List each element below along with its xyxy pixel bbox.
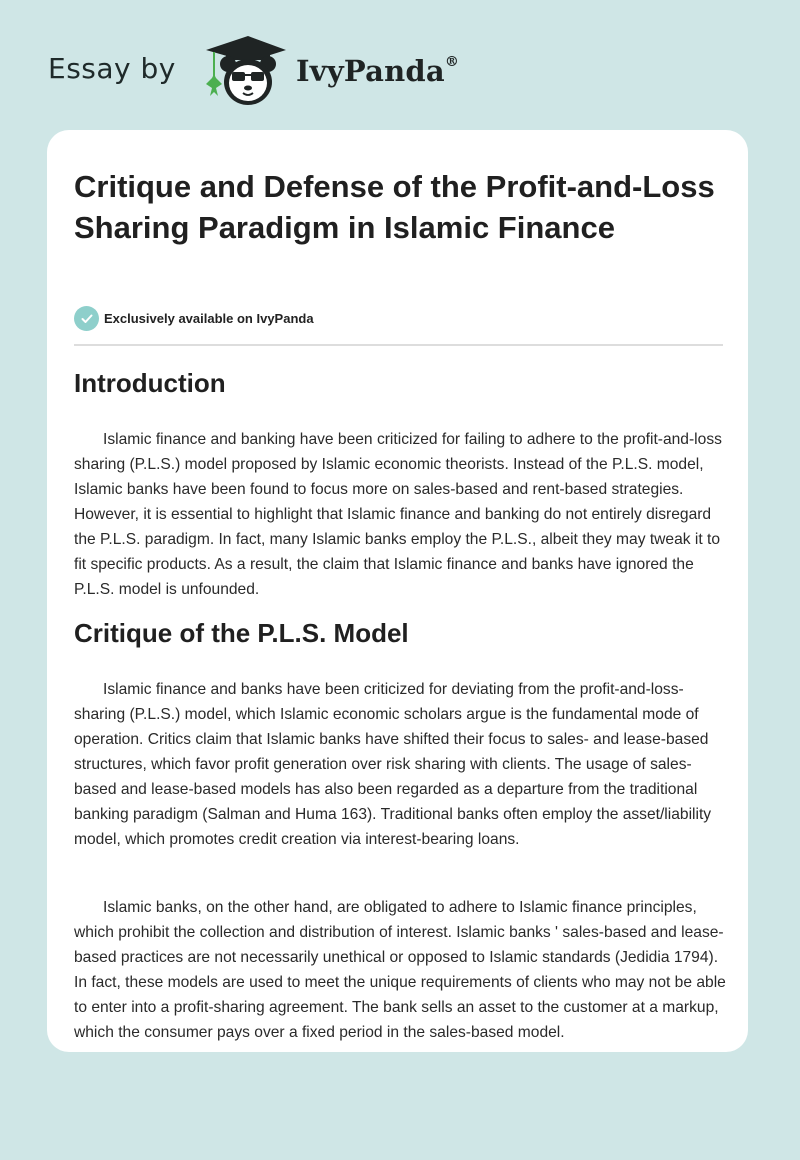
paragraph: Islamic banks, on the other hand, are obligated to adhere to Islamic finance principles, which prohibit the collection and distribution of interest. Islamic banks ' sales-based and lease-based practices are not necessarily unethical or opposed to Islamic standards (Jedidia 1794). In fact, these models are used to meet the unique requirements of clients who may not be able to enter into a profit-sharing agreement. The bank sells an asset to the customer at a markup, which the consumer pays over a fixed period in the sales-based model. xyxy=(74,899,726,1041)
section-heading-introduction: Introduction xyxy=(74,368,226,398)
page-title: Critique and Defense of the Profit-and-Loss Sharing Paradigm in Islamic Finance xyxy=(74,169,715,245)
badge-text: Exclusively available on IvyPanda xyxy=(104,311,314,326)
site-header xyxy=(0,0,800,130)
registered-mark: ® xyxy=(444,54,460,71)
paragraph: Islamic finance and banking have been criticized for failing to adhere to the profit-and-loss sharing (P.L.S.) model proposed by Islamic economic theorists. Instead of the P.L.S. model, Islamic banks have been found to focus more on sales-based and rent-based strategies. However, it is essential to highlight that Islamic finance and banking do not entirely disregard the P.L.S. paradigm. In fact, many Islamic banks employ the P.L.S., albeit they may tweak it to fit specific products. As a result, the claim that Islamic finance and banks have ignored the P.L.S. model is unfounded. xyxy=(74,431,722,598)
essay-card xyxy=(47,130,748,1052)
check-circle-icon xyxy=(74,306,99,331)
brand-name[interactable] xyxy=(296,54,459,88)
paragraph: Islamic finance and banks have been criticized for deviating from the profit-and-loss-sharing (P.L.S.) model, which Islamic economic scholars argue is the fundamental mode of operation. Critics claim that Islamic banks have shifted their focus to sales- and lease-based structures, which favor profit generation over risk sharing with clients. The usage of sales-based and lease-based models has also been regarded as a departure from the traditional banking paradigm (Salman and Huma 163). Traditional banks often employ the asset/liability model, which promotes credit creation via interest-bearing loans. xyxy=(74,681,712,848)
divider xyxy=(74,344,723,346)
panda-graduation-cap-icon[interactable] xyxy=(202,36,290,108)
essay-by-label: Essay by xyxy=(48,52,176,85)
brand-text: IvyPanda xyxy=(296,54,445,88)
exclusive-badge xyxy=(74,306,314,331)
section-heading-critique: Critique of the P.L.S. Model xyxy=(74,618,409,648)
